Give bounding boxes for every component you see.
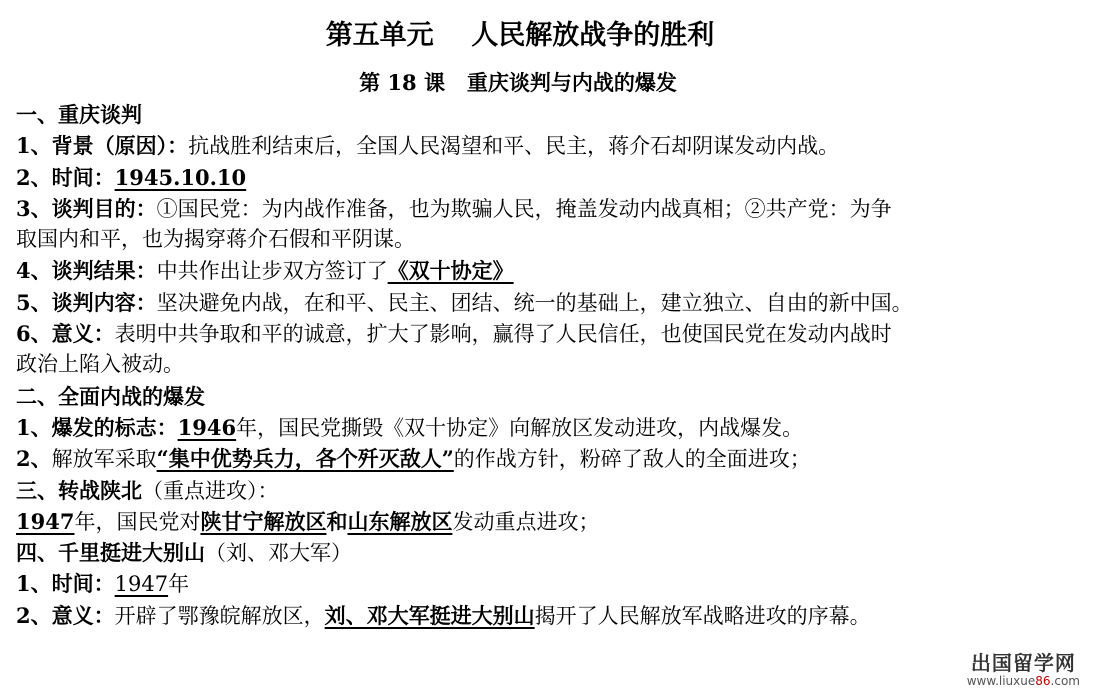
item-strategy — [16, 443, 1026, 474]
army-advance: 刘、邓大军挺进大别山 — [324, 602, 535, 628]
item-label: 3、谈判目的： — [16, 195, 157, 221]
strategy-quote: “集中优势兵力，各个歼灭敌人” — [156, 446, 454, 472]
section-heading-3: 三、转战陕北 — [16, 477, 142, 503]
item-text: 抗战胜利结束后，全国人民渴望和平、民主，蒋介石却阴谋发动内战。 — [188, 134, 840, 159]
item-text: 开辟了鄂豫皖解放区， — [114, 603, 325, 628]
watermark-url-prefix: www.liuxue — [966, 674, 1036, 688]
item-label: 1、爆发的标志： — [16, 414, 178, 440]
date-value: 1945.10.10 — [114, 164, 247, 190]
watermark-url-accent: 86 — [1035, 674, 1051, 688]
item-label: 4、谈判结果： — [16, 258, 157, 284]
watermark-url — [967, 674, 1080, 688]
item-label: 2、 — [16, 446, 52, 472]
item-purpose — [16, 193, 1026, 224]
year-value: 1947 — [114, 572, 169, 597]
place-name: 陕甘宁解放区 — [200, 508, 327, 534]
section-heading-1: 一、重庆谈判 — [16, 102, 142, 127]
item-dabie-significance — [16, 600, 1026, 631]
item-text: 年，国民党对 — [74, 509, 201, 534]
notes-body — [16, 99, 1026, 631]
place-name: 山东解放区 — [347, 508, 453, 534]
item-label: 6、意义： — [16, 321, 115, 347]
watermark-name: 出国留学网 — [970, 651, 1076, 675]
section-heading-4-row — [16, 537, 1026, 568]
item-text: 坚决避免内战，在和平、民主、团结、统一的基础上，建立独立、自由的新中国。 — [156, 290, 913, 315]
item-key-offensive — [16, 506, 1026, 537]
section-heading-4: 四、千里挺进大别山 — [16, 540, 205, 566]
section-heading-3-row — [16, 475, 1026, 506]
item-time — [16, 162, 1026, 193]
item-result — [16, 255, 1026, 286]
section-note: （重点进攻）： — [142, 478, 279, 503]
item-outbreak-sign — [16, 412, 1026, 443]
section-note: （刘、邓大军） — [205, 541, 352, 566]
item-text: 中共作出让步双方签订了 — [156, 259, 388, 284]
item-label: 1、背景（原因）： — [16, 133, 189, 159]
item-text: 解放军采取 — [51, 447, 157, 472]
year-value: 1946 — [177, 414, 237, 440]
item-text: 表明中共争取和平的诚意，扩大了影响，赢得了人民信任，也使国民党在发动内战时 — [114, 322, 892, 347]
item-significance-continued: 政治上陷入被动。 — [16, 352, 184, 377]
item-content — [16, 287, 1026, 318]
lesson-title: 第 18 课 重庆谈判与内战的爆发 — [359, 70, 677, 95]
item-significance — [16, 318, 1026, 349]
item-label: 2、时间： — [16, 164, 115, 190]
item-label: 2、意义： — [16, 602, 115, 628]
watermark-url-suffix: .com — [1050, 674, 1080, 688]
item-text: 发动重点进攻； — [452, 509, 600, 534]
conjunction: 和 — [326, 508, 348, 534]
item-purpose-continued: 取国内和平，也为揭穿蒋介石假和平阴谋。 — [16, 227, 415, 252]
item-text: 揭开了人民解放军战略进攻的序幕。 — [534, 603, 871, 628]
item-dabie-time — [16, 568, 1026, 599]
item-label: 1、时间： — [16, 571, 115, 597]
item-text: 的作战方针，粉碎了敌人的全面进攻； — [453, 447, 811, 472]
unit-title: 第五单元 人民解放战争的胜利 — [325, 20, 715, 51]
item-text: ①国民党：为内战作准备，也为欺骗人民，掩盖发动内战真相；②共产党：为争 — [156, 196, 892, 221]
item-background — [16, 130, 1026, 161]
section-heading-2: 二、全面内战的爆发 — [16, 383, 205, 409]
agreement-name: 《双十协定》 — [387, 258, 514, 284]
site-watermark — [967, 652, 1080, 688]
year-value: 1947 — [16, 508, 75, 534]
item-label: 5、谈判内容： — [16, 289, 157, 315]
item-text: 年 — [168, 572, 190, 597]
item-text: 年，国民党撕毁《双十协定》向解放区发动进攻，内战爆发。 — [236, 415, 804, 440]
